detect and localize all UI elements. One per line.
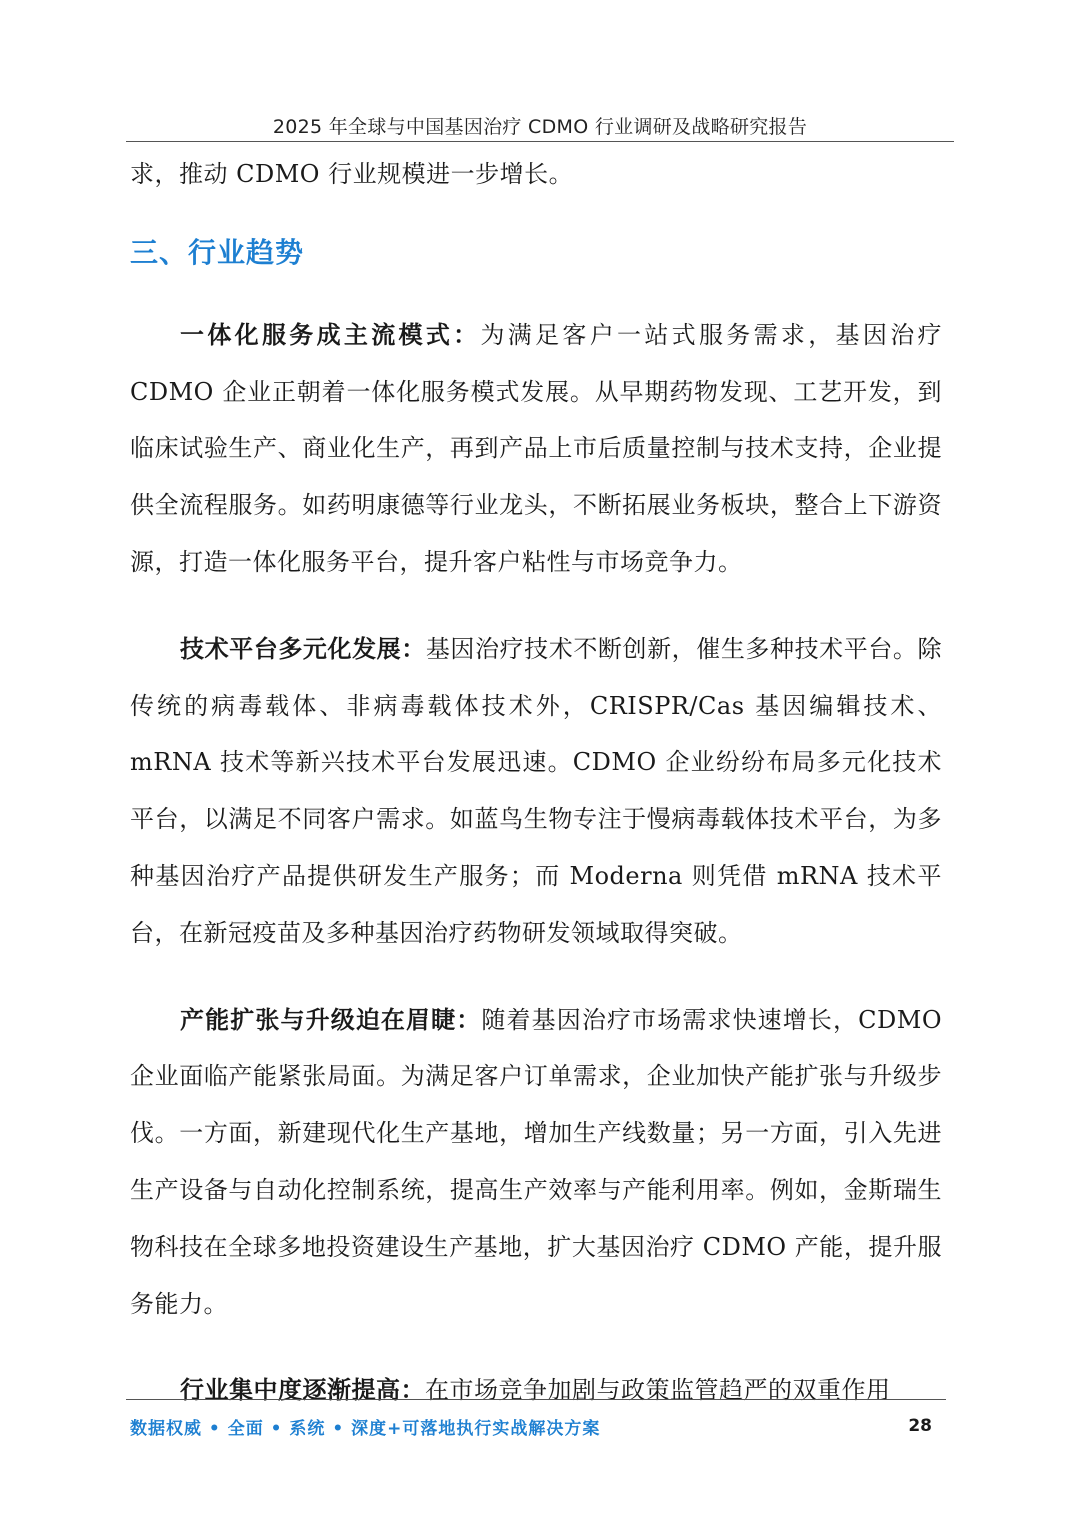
page-number: 28 <box>908 1416 932 1436</box>
trend-paragraph-concentration <box>130 1362 942 1419</box>
paragraph-gap <box>130 962 942 992</box>
trend-paragraph-integrated-services <box>130 307 942 591</box>
report-header-title: 2025 年全球与中国基因治疗 CDMO 行业调研及战略研究报告 <box>272 116 808 138</box>
footer-divider <box>126 1399 946 1400</box>
trend-text: 为满足客户一站式服务需求，基因治疗 CDMO 企业正朝着一体化服务模式发展。从早期药物发现、工艺开发，到临床试验生产、商业化生产，再到产品上市后质量控制与技术支持，企业提供全流程服务。如药明康德等行业龙头，不断拓展业务板块，整合上下游资源，打造一体化服务平台，提升客户粘性与市场竞争力。 <box>130 320 943 576</box>
paragraph-gap <box>130 1332 942 1362</box>
paragraph-gap <box>130 591 942 621</box>
trend-title: 产能扩张与升级迫在眉睫： <box>180 1005 482 1034</box>
trend-text: 在市场竞争加剧与政策监管趋严的双重作用 <box>425 1376 891 1405</box>
trend-text: 随着基因治疗市场需求快速增长，CDMO 企业面临产能紧张局面。为满足客户订单需求，企业加快产能扩张与升级步伐。一方面，新建现代化生产基地，增加生产线数量；另一方面，引入先进生产设备与自动化控制系统，提高生产效率与产能利用率。例如，金斯瑞生物科技在全球多地投资建设生产基地，扩大基因治疗 CDMO 产能，提升服务能力。 <box>130 1005 943 1318</box>
footer-slogan: 数据权威 • 全面 • 系统 • 深度+可落地执行实战解决方案 <box>130 1419 601 1439</box>
trend-title: 行业集中度逐渐提高： <box>180 1376 425 1405</box>
intro-line: 求，推动 CDMO 行业规模进一步增长。 <box>130 160 574 188</box>
trend-title: 一体化服务成主流模式： <box>180 320 481 349</box>
trend-text: 基因治疗技术不断创新，催生多种技术平台。除传统的病毒载体、非病毒载体技术外，CRISPR/Cas 基因编辑技术、mRNA 技术等新兴技术平台发展迅速。CDMO 企业纷纷布局多元化技术平台，以满足不同客户需求。如蓝鸟生物专注于慢病毒载体技术平台，为多种基因治疗产品提供研发生产服务；而 Moderna 则凭借 mRNA 技术平台，在新冠疫苗及多种基因治疗药物研发领域取得突破。 <box>130 634 943 947</box>
trend-title: 技术平台多元化发展： <box>180 634 426 663</box>
header-divider <box>126 141 954 142</box>
trend-paragraph-tech-platforms <box>130 621 942 962</box>
section-heading: 三、行业趋势 <box>130 235 305 269</box>
trend-paragraph-capacity-expansion <box>130 992 942 1333</box>
page-body <box>130 146 942 1419</box>
